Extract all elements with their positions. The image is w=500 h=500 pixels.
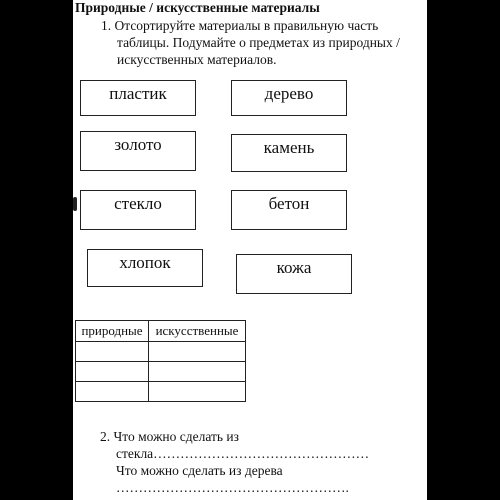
material-label: пластик [109, 84, 167, 103]
task-2-questions [100, 428, 369, 496]
material-card-cotton [87, 249, 203, 287]
task-1-line-1: 1. Отсортируйте материалы в правильную часть [101, 18, 379, 33]
column-header-artificial: искусственные [149, 321, 246, 342]
table-cell-natural[interactable] [76, 382, 149, 402]
column-header-natural: природные [76, 321, 149, 342]
task-2-line-3: Что можно сделать из дерева [116, 463, 283, 478]
task-2-line-1: 2. Что можно сделать из [100, 429, 239, 444]
material-card-leather [236, 254, 352, 294]
table-row [76, 342, 246, 362]
material-card-stone [231, 134, 347, 172]
table-cell-natural[interactable] [76, 342, 149, 362]
material-label: дерево [264, 84, 314, 103]
material-card-glass [80, 190, 196, 230]
material-card-concrete [231, 190, 347, 230]
worksheet-title: Природные / искусственные материалы [75, 0, 320, 15]
table-row [76, 382, 246, 402]
task-2-line-4: ……………………………………………. [116, 480, 349, 495]
task-2-line-2: стекла………………………………………… [116, 446, 370, 461]
material-label: золото [114, 135, 162, 154]
table-row [76, 362, 246, 382]
worksheet-page [73, 0, 427, 500]
material-card-plastic [80, 80, 196, 116]
ink-mark [73, 197, 77, 211]
material-card-gold [80, 131, 196, 171]
sorting-table [75, 320, 246, 402]
material-label: хлопок [119, 253, 171, 272]
task-1-line-2: таблицы. Подумайте о предметах из природных / [117, 35, 400, 50]
material-label: камень [263, 138, 315, 157]
task-1-line-3: искусственных материалов. [117, 52, 277, 67]
table-cell-artificial[interactable] [149, 382, 246, 402]
material-label: бетон [268, 194, 310, 213]
table-cell-artificial[interactable] [149, 362, 246, 382]
table-header-row [76, 321, 246, 342]
table-cell-natural[interactable] [76, 362, 149, 382]
material-label: стекло [114, 194, 162, 213]
table-cell-artificial[interactable] [149, 342, 246, 362]
material-card-wood [231, 80, 347, 116]
material-label: кожа [276, 258, 312, 277]
task-1-instructions [101, 17, 421, 68]
